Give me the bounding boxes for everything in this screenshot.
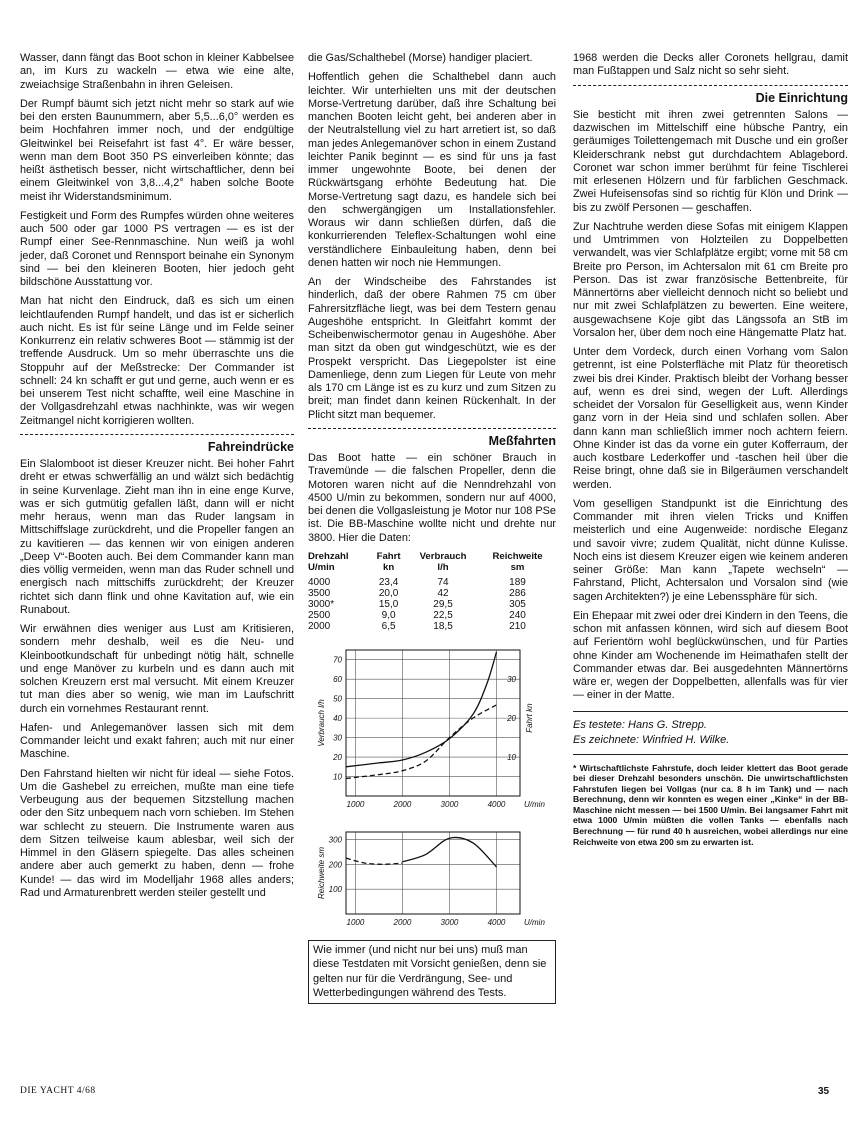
- plot-frame: [346, 650, 520, 796]
- column-left: [20, 52, 294, 906]
- paragraph: Wir erwähnen dies weniger aus Lust am Kritisieren, sondern mehr deshalb, weil es die Neu- und Kleinbootkundschaft für unbedingt nötig hält, schnelle und enge Manöver zu kurbeln und es dann auch mit solchen Kreuzern erst mal versucht. Mit einem Kreuzer tut man dies aber so wenig, wie man im Laufschritt durch ein vornehmes Restaurant rennt.: [20, 623, 294, 715]
- section-heading-messfahrten: Meßfahrten: [308, 428, 556, 448]
- y-axis-label: Verbrauch l/h: [317, 699, 326, 747]
- paragraph: Ein Ehepaar mit zwei oder drei Kindern in den Teens, die schon mit anfassen können, wird sich auf diesem Boot auf Ferientörn wohl beglückwünschen, und für Parties ohne Kinder am Wochenende im Heimathafen stellt der Commander etwas dar. Bei ausgedehnten Männertörns wäre er, wegen der Doppelbetten, allenfalls was für vier — einer in der Matte.: [573, 609, 848, 702]
- series-line: [346, 858, 402, 864]
- x-tick-label: 1000: [346, 799, 365, 809]
- y-tick-label: 100: [328, 884, 342, 894]
- y-tick-label: 70: [333, 655, 342, 665]
- table-row: [308, 588, 556, 599]
- x-tick-label: 1000: [346, 917, 365, 927]
- table-cell: 15,0: [378, 598, 399, 610]
- column-middle: [308, 52, 556, 1004]
- plot-frame: [346, 832, 520, 914]
- table-header: Reichweite sm: [492, 550, 543, 573]
- table-cell: 18,5: [433, 620, 453, 632]
- table-cell: 3500: [308, 587, 331, 599]
- paragraph: Hoffentlich gehen die Schalthebel dann auch leichter. Wir unterhielten uns mit der deutschen Morse-Vertretung darüber, daß ihre Schaltung bei manchen Booten leicht geht, bei anderen aber in der Neutralstellung viel zu hart arretiert ist, so daß man jedes Anlegemanöver schon in einem Zustand leichter Panik beginnt — es sind für uns ja fast immer ungewohnte Boote, bei denen der Rückwärtsgang erhöhte Bedeutung hat. Die Morse-Vertretung sagt dazu, es handele sich bei den schwergängigen um Installationsfehler. Woraus wir dann schließen dürfen, daß die konkurrierenden Teleflex-Schaltungen wohl eine verständlichere Einbauleitung haben, denn bei denen hatten wir noch nie Hemmungen.: [308, 71, 556, 269]
- paragraph: 1968 werden die Decks aller Coronets hellgrau, damit man Fußtappen und Salz nicht so sehr sieht.: [573, 52, 848, 78]
- series-line: [346, 652, 497, 767]
- y-tick-label: 50: [333, 694, 342, 704]
- x-tick-label: 3000: [440, 799, 459, 809]
- table-row: [308, 610, 556, 621]
- x-tick-label: 4000: [487, 799, 506, 809]
- test-data-table: [308, 551, 556, 632]
- paragraph: Ein Slalomboot ist dieser Kreuzer nicht. Bei hoher Fahrt dreht er etwas schwerfällig an und wälzt sich bedächtig in seine Kurvenlage. Zieht man ihn in eine enge Kurve, was er sich gutmütig gefallen läßt, dann will er nicht mehr heraus, wenn man das Ruder langsam in Mittschiffslage zurückdreht, und die Propeller fangen an zu kavitieren — das kennen wir von einigen anderen „Deep V“-Booten auch. Bei dem Commander kann man dies völlig vermeiden, wenn man das Ruder schnell und energisch nach mittschiffs zurückdreht; der Kreuzer richtet sich dann flink und ohne Kavitation auf, wie ein Runabout.: [20, 458, 294, 616]
- y-tick-label: 30: [333, 733, 342, 743]
- table-header: Fahrt kn: [376, 550, 401, 573]
- column-right: [573, 52, 848, 847]
- table-cell: 74: [437, 576, 449, 588]
- paragraph: Festigkeit und Form des Rumpfes würden ohne weiteres auch 500 oder gar 1000 PS vertragen — es ist der Rumpf einer See-Rennmaschine. Nun weiß ja wohl jeder, daß Coronet und Rennsport beinahe ein Synonym sind — bei den kleineren Booten, hier jedoch geht bildschöne Ausstattung vor.: [20, 209, 294, 288]
- table-row: [308, 599, 556, 610]
- table-header: Verbrauch l/h: [419, 550, 467, 573]
- table-row: [308, 573, 556, 588]
- y2-tick-label: 20: [507, 713, 516, 723]
- y2-tick-label: 30: [507, 674, 516, 684]
- paragraph: An der Windscheibe des Fahrstandes ist hinderlich, daß der obere Rahmen 75 cm über Fahrersitzfläche liegt, was bei dem Testern genau Augeshöhe entspricht. In Gleitfahrt kommt der Scheibenwischermotor genau in Augeshöhe. Aber man sitzt da oben gut windgeschützt, wie es der Prospekt verspricht. Das Liegepolster ist eine Damenliege, denn zum Liegen für Leute von mehr als 170 cm Länge ist es zu kurz und zum Sitzen zu breit; man findet dann keinen Rückenhalt. In der Plicht sitzt man bequemer.: [308, 276, 556, 421]
- table-header-row: [308, 551, 556, 573]
- section-heading-einrichtung: Die Einrichtung: [573, 85, 848, 105]
- test-data-note: Wie immer (und nicht nur bei uns) muß man diese Testdaten mit Vorsicht genießen, denn sie gelten nur für die Verdrängung, See- und Wetterbedingungen während des Tests.: [308, 940, 556, 1004]
- table-cell: 240: [509, 609, 526, 621]
- table-cell: 2500: [308, 609, 331, 621]
- credits: [573, 711, 848, 755]
- table-cell: 42: [437, 587, 449, 599]
- x-tick-label: 4000: [487, 917, 506, 927]
- x-tick-label: 2000: [393, 799, 412, 809]
- y2-tick-label: 10: [507, 752, 516, 762]
- page-number: 35: [818, 1086, 830, 1097]
- series-line: [346, 705, 497, 779]
- paragraph: Das Boot hatte — ein schöner Brauch in Travemünde — die falschen Propeller, denn die Motoren waren nicht auf die Nenndrehzahl von 4500 U/min zu bekommen, sondern nur auf 4000, bei denen die Vollgasleistung je Motor nur 108 PSe ist. Die BB-Maschine wollte nicht und drehte nur 3800. Hier die Daten:: [308, 452, 556, 544]
- magazine-issue: DIE YACHT 4/68: [20, 1086, 96, 1096]
- y-axis-label: Reichweite sm: [317, 846, 326, 899]
- table-cell: 6,5: [381, 620, 396, 632]
- paragraph: Der Rumpf bäumt sich jetzt nicht mehr so stark auf wie bei den ersten Baunummern, aber 5,5...6,0° werden es beim Hochfahren immer noch, und der endgültige Gleitwinkel bei Reisefahrt ist fast 4°. Er wäre besser, wenn man dem Boot 350 PS einverleiben könnte; das heißt ästhetisch besser, nicht wirtschaftlicher, denn bei einem Gleitwinkel von 3,8...4,2° haben solche Boote meist ihr Widerstandsminimum.: [20, 97, 294, 203]
- y-tick-label: 300: [328, 835, 342, 845]
- paragraph: die Gas/Schalthebel (Morse) handiger placiert.: [308, 52, 533, 64]
- table-cell: 189: [509, 576, 526, 588]
- table-cell: 4000: [308, 576, 331, 588]
- y2-axis-label: Fahrt kn: [525, 703, 534, 733]
- paragraph: Sie besticht mit ihren zwei getrennten Salons — dazwischen im Mittelschiff eine hübsche Pantry, ein geräumiges Toilettengemach mit Dusche und ein großer Kleiderschrank nebst gut durchdachtem Ablagebord. Coronet war schon immer berühmt für feine Tischlerei mit erlesenen Hölzern und für farblichen Geschmack. Zwei Hufeisensofas sind so richtig für Klön und Drink — bis zu zwölf Personen — geschaffen.: [573, 108, 848, 214]
- table-header: Drehzahl U/min: [308, 550, 349, 573]
- range-chart: [308, 824, 548, 934]
- table-cell: 3000*: [308, 598, 335, 610]
- table-row: [308, 621, 556, 632]
- x-tick-label: 2000: [393, 917, 412, 927]
- table-cell: 210: [509, 620, 526, 632]
- x-axis-label: U/min: [524, 799, 545, 809]
- table-cell: 23,4: [378, 576, 399, 588]
- credit-illustrator: Es zeichnete: Winfried H. Wilke.: [573, 733, 730, 746]
- paragraph: Zur Nachtruhe werden diese Sofas mit einigem Klappen und Umtrimmen von Holzteilen zu Doppelbetten verwandelt, was vier Schlafplätze ergibt; vorne mit 58 cm Breite pro Person, im Achtersalon mit 61 cm Breite pro Person. Das ist zwar französische Bettenbreite, für Männertörns aber vielleicht dennoch nicht so beliebt und nur mit zwei Schlafplätzen zu bewerten. Eine weitere, ausgewachsene Koje gibt das Längssofa an StB im Vorsalon her, über dem noch eine Hängematte Platz hat.: [573, 220, 848, 339]
- paragraph: Vom geselligen Standpunkt ist die Einrichtung des Commander mit ihren vielen Tricks und Kniffen meisterlich und eine Augenweide: nordische Eleganz und savoir vivre; zudem Qualität, nicht dünne Kulisse. Noch eins ist diesem Kreuzer eigen wie keinem anderen seiner Größe: Man kann „Tapete wechseln“ — Fahrstand, Plicht, Achtersalon und Vorsalon sind (wie sagen Architekten?) je eine Lebenssphäre für sich.: [573, 497, 848, 603]
- y-tick-label: 20: [333, 752, 342, 762]
- y-tick-label: 10: [333, 772, 342, 782]
- y-tick-label: 200: [328, 860, 342, 870]
- paragraph: Man hat nicht den Eindruck, daß es sich um einen leichtlaufenden Rumpf handelt, und das ist er sicherlich auch nicht. Es ist für seine Länge und im Felde seiner Konkurrenz ein relativ schweres Boot — stämmig ist der treffende Ausdruck. Um so mehr überraschte uns die Stoppuhr auf der Meßstrecke: Der Commander ist schnell: 24 kn schafft er gut und gerne, auch wenn er es bei unserem Test nicht schaffte, weil eine Maschine in der Vollgasdrehzahl etwas nachhinkte, was wir wegen Zeitmangel nicht korrigieren wollten.: [20, 295, 294, 427]
- table-cell: 20,0: [378, 587, 399, 599]
- paragraph: Hafen- und Anlegemanöver lassen sich mit dem Commander leicht und exakt fahren; auch mit nur einer Maschine.: [20, 721, 294, 761]
- x-axis-label: U/min: [524, 917, 545, 927]
- paragraph: Wasser, dann fängt das Boot schon in kleiner Kabbelsee an, im Kurs zu wackeln — etwa wie eine alte, zweiachsige Straßenbahn in ihren Geleisen.: [20, 52, 294, 91]
- footnote: * Wirtschaftlichste Fahrstufe, doch leider klettert das Boot gerade bei dieser Drehzahl besonders unschön. Die unwirtschaftlichsten Fahrstufen liegen bei Vollgas (nur ca. 8 h im Tank) und — nach Berechnung, denn wir konnten es wegen einer „Kinke“ in der BB-Maschine nicht messen — bei 1500 U/min. Bei langsamer Fahrt mit etwa 1000 U/min müßten die vollen Tanks — ebenfalls nach Berechnung — für rund 40 h ausreichen, wobei allerdings nur eine Reichweite von etwa 200 sm zu erwarten ist.: [573, 762, 848, 847]
- table-cell: 22,5: [433, 609, 453, 621]
- y-tick-label: 40: [333, 713, 342, 723]
- credit-tester: Es testete: Hans G. Strepp.: [573, 718, 707, 731]
- paragraph: Unter dem Vordeck, durch einen Vorhang vom Salon getrennt, ist eine Polsterfläche mit Platz für theoretisch zwei bis drei Kinder. Praktisch bleibt der Vorhang besser auf, wenn es drei sind, wegen der Luft. Allerdings scheidet der Vorsalon für Geselligkeit aus, wenn Kinder ganz vorn in der Heia sind und schlafen sollen. Aber dann kann man schließlich immer noch achtern feiern. Ohne Kinder ist das da vorne ein guter Kofferraum, der auch kostbare Lederkoffer und -taschen heil über die Reise bringt, ohne daß sie in Bilgeräumen verschandelt werden.: [573, 346, 848, 491]
- table-cell: 286: [509, 587, 526, 599]
- y-tick-label: 60: [333, 674, 342, 684]
- paragraph: Den Fahrstand hielten wir nicht für ideal — siehe Fotos. Um die Gashebel zu erreichen, mußte man eine tiefe Verbeugung aus der bequemen Sitzstellung machen oder den Sitz unbequem nach vorn schieben. Im Stehen war schlecht zu steuern. Die Instrumente waren aus dem Sitzen teilweise kaum ablesbar, weil sich der Himmel in den Gläsern spiegelte. Das alles scheinen andere aber auch gemerkt zu haben, denn — frohe Kunde! — das wird im Modelljahr 1968 alles anders; Rad und Armaturenbrett werden steiler gestellt und: [20, 767, 294, 899]
- table-cell: 2000: [308, 620, 331, 632]
- table-cell: 305: [509, 598, 526, 610]
- consumption-speed-chart: [308, 638, 548, 818]
- table-cell: 9,0: [381, 609, 396, 621]
- table-cell: 29,5: [433, 598, 453, 610]
- x-tick-label: 3000: [440, 917, 459, 927]
- section-heading-fahreindruecke: Fahreindrücke: [20, 434, 294, 454]
